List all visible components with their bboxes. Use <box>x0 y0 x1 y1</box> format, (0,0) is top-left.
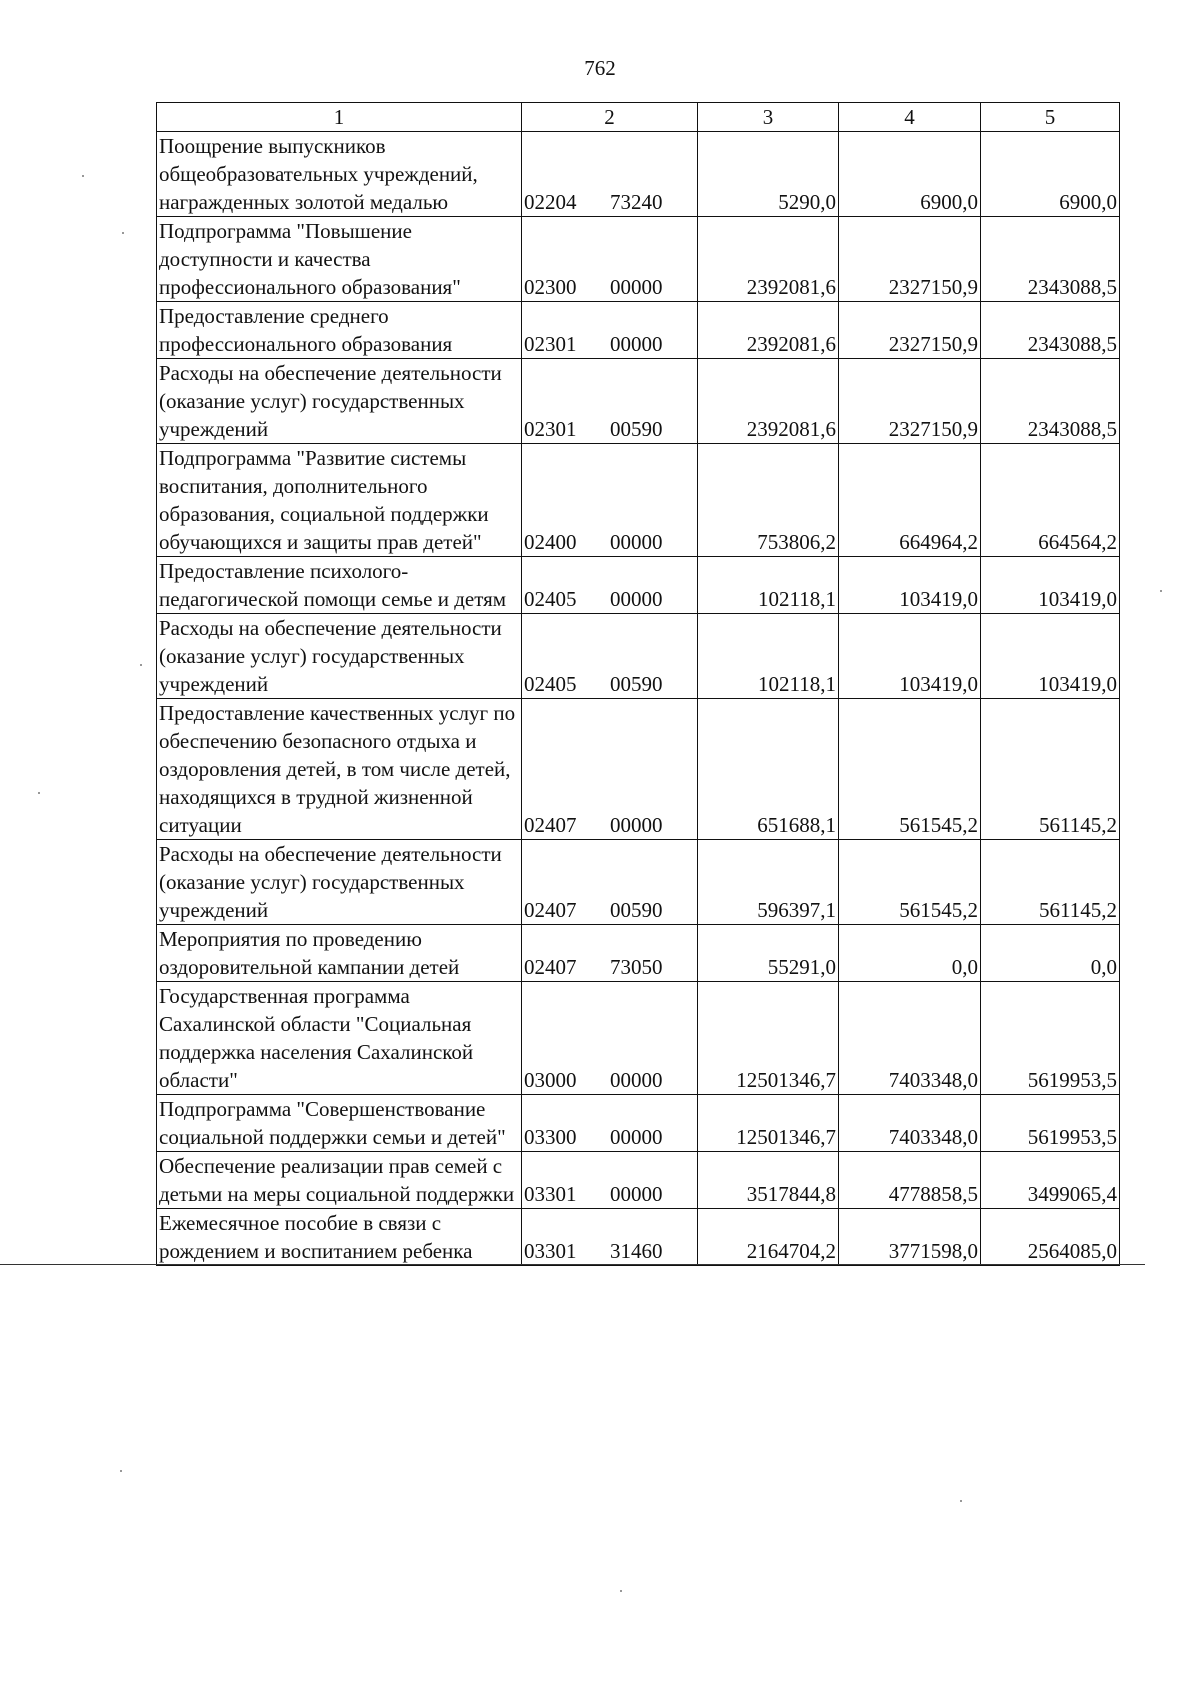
amount-col-3: 12501346,7 <box>698 982 839 1095</box>
amount-col-5: 5619953,5 <box>981 1095 1120 1152</box>
table-row <box>157 1095 1120 1152</box>
direction-code: 00000 <box>610 530 663 554</box>
direction-code: 00590 <box>610 417 663 441</box>
amount-col-3: 55291,0 <box>698 925 839 982</box>
row-name: Предоставление качественных услуг по обеспечению безопасного отдыха и оздоровления детей, в том числе детей, находящихся в трудной жизненной ситуации <box>157 699 522 840</box>
amount-col-5: 2343088,5 <box>981 302 1120 359</box>
amount-col-4: 103419,0 <box>839 614 981 699</box>
page-number: 762 <box>584 56 616 80</box>
row-codes <box>522 132 698 217</box>
amount-col-5: 2343088,5 <box>981 217 1120 302</box>
direction-code: 00000 <box>610 1182 663 1206</box>
amount-col-5: 6900,0 <box>981 132 1120 217</box>
header-row <box>157 103 1120 132</box>
row-codes <box>522 982 698 1095</box>
amount-col-3: 753806,2 <box>698 444 839 557</box>
program-code: 03301 <box>524 1239 577 1263</box>
direction-code: 00590 <box>610 672 663 696</box>
scan-speck <box>620 1590 622 1592</box>
scan-speck <box>122 232 124 234</box>
program-code: 02407 <box>524 898 577 922</box>
program-code: 02301 <box>524 417 577 441</box>
amount-col-3: 3517844,8 <box>698 1152 839 1209</box>
amount-col-3: 596397,1 <box>698 840 839 925</box>
column-header-3: 3 <box>698 103 839 132</box>
scan-speck <box>960 1500 962 1502</box>
amount-col-3: 2392081,6 <box>698 359 839 444</box>
row-name: Расходы на обеспечение деятельности (оказание услуг) государственных учреждений <box>157 359 522 444</box>
amount-col-3: 651688,1 <box>698 699 839 840</box>
amount-col-5: 2564085,0 <box>981 1209 1120 1266</box>
amount-col-4: 103419,0 <box>839 557 981 614</box>
row-name: Обеспечение реализации прав семей с детьми на меры социальной поддержки <box>157 1152 522 1209</box>
column-header-4: 4 <box>839 103 981 132</box>
row-name: Предоставление среднего профессионального образования <box>157 302 522 359</box>
program-code: 02407 <box>524 955 577 979</box>
amount-col-5: 561145,2 <box>981 840 1120 925</box>
row-name: Предоставление психолого-педагогической помощи семье и детям <box>157 557 522 614</box>
row-codes <box>522 614 698 699</box>
amount-col-3: 5290,0 <box>698 132 839 217</box>
amount-col-3: 102118,1 <box>698 614 839 699</box>
direction-code: 00000 <box>610 275 663 299</box>
amount-col-5: 103419,0 <box>981 614 1120 699</box>
row-name: Подпрограмма "Совершенствование социальной поддержки семьи и детей" <box>157 1095 522 1152</box>
table-row <box>157 1152 1120 1209</box>
amount-col-3: 2392081,6 <box>698 302 839 359</box>
direction-code: 31460 <box>610 1239 663 1263</box>
amount-col-3: 12501346,7 <box>698 1095 839 1152</box>
amount-col-4: 7403348,0 <box>839 982 981 1095</box>
row-name: Ежемесячное пособие в связи с рождением и воспитанием ребенка <box>157 1209 522 1266</box>
amount-col-4: 6900,0 <box>839 132 981 217</box>
column-header-5: 5 <box>981 103 1120 132</box>
scan-speck <box>82 175 84 177</box>
program-code: 02300 <box>524 275 577 299</box>
row-name: Подпрограмма "Повышение доступности и качества профессионального образования" <box>157 217 522 302</box>
amount-col-5: 664564,2 <box>981 444 1120 557</box>
row-codes <box>522 557 698 614</box>
row-codes <box>522 1209 698 1266</box>
program-code: 02204 <box>524 190 577 214</box>
direction-code: 00590 <box>610 898 663 922</box>
table-row <box>157 840 1120 925</box>
table-row <box>157 699 1120 840</box>
row-name: Расходы на обеспечение деятельности (оказание услуг) государственных учреждений <box>157 614 522 699</box>
amount-col-4: 3771598,0 <box>839 1209 981 1266</box>
scan-strike-line <box>0 1264 1145 1265</box>
row-name: Поощрение выпускников общеобразовательных учреждений, награжденных золотой медалью <box>157 132 522 217</box>
budget-table <box>156 102 1120 1266</box>
table-row <box>157 359 1120 444</box>
row-name: Расходы на обеспечение деятельности (оказание услуг) государственных учреждений <box>157 840 522 925</box>
amount-col-3: 102118,1 <box>698 557 839 614</box>
amount-col-3: 2392081,6 <box>698 217 839 302</box>
row-name: Мероприятия по проведению оздоровительной кампании детей <box>157 925 522 982</box>
amount-col-4: 561545,2 <box>839 699 981 840</box>
table-row <box>157 614 1120 699</box>
row-codes <box>522 1095 698 1152</box>
row-codes <box>522 217 698 302</box>
table-row <box>157 982 1120 1095</box>
table-row <box>157 444 1120 557</box>
amount-col-5: 2343088,5 <box>981 359 1120 444</box>
direction-code: 00000 <box>610 587 663 611</box>
row-codes <box>522 359 698 444</box>
scan-speck <box>1160 590 1162 592</box>
amount-col-4: 2327150,9 <box>839 359 981 444</box>
amount-col-5: 5619953,5 <box>981 982 1120 1095</box>
table-row <box>157 132 1120 217</box>
row-codes <box>522 1152 698 1209</box>
direction-code: 73240 <box>610 190 663 214</box>
amount-col-4: 2327150,9 <box>839 302 981 359</box>
amount-col-5: 103419,0 <box>981 557 1120 614</box>
amount-col-4: 664964,2 <box>839 444 981 557</box>
scan-speck <box>120 1470 122 1472</box>
direction-code: 00000 <box>610 1125 663 1149</box>
program-code: 03301 <box>524 1182 577 1206</box>
direction-code: 00000 <box>610 1068 663 1092</box>
table-row <box>157 925 1120 982</box>
table-body <box>157 132 1120 1266</box>
program-code: 02405 <box>524 672 577 696</box>
table-row <box>157 557 1120 614</box>
direction-code: 00000 <box>610 332 663 356</box>
direction-code: 73050 <box>610 955 663 979</box>
table-row <box>157 217 1120 302</box>
amount-col-5: 3499065,4 <box>981 1152 1120 1209</box>
row-name: Подпрограмма "Развитие системы воспитания, дополнительного образования, социальной поддержки обучающихся и защиты прав детей" <box>157 444 522 557</box>
program-code: 02407 <box>524 813 577 837</box>
scan-speck <box>38 792 40 794</box>
amount-col-4: 561545,2 <box>839 840 981 925</box>
table-row <box>157 302 1120 359</box>
program-code: 03000 <box>524 1068 577 1092</box>
row-name: Государственная программа Сахалинской области "Социальная поддержка населения Сахалинской области" <box>157 982 522 1095</box>
column-header-2: 2 <box>522 103 698 132</box>
amount-col-4: 2327150,9 <box>839 217 981 302</box>
program-code: 02400 <box>524 530 577 554</box>
program-code: 02405 <box>524 587 577 611</box>
row-codes <box>522 840 698 925</box>
amount-col-4: 0,0 <box>839 925 981 982</box>
amount-col-4: 7403348,0 <box>839 1095 981 1152</box>
amount-col-5: 0,0 <box>981 925 1120 982</box>
column-header-1: 1 <box>157 103 522 132</box>
row-codes <box>522 699 698 840</box>
scan-speck <box>140 664 142 666</box>
table-row <box>157 1209 1120 1266</box>
amount-col-5: 561145,2 <box>981 699 1120 840</box>
program-code: 02301 <box>524 332 577 356</box>
amount-col-3: 2164704,2 <box>698 1209 839 1266</box>
row-codes <box>522 925 698 982</box>
program-code: 03300 <box>524 1125 577 1149</box>
row-codes <box>522 444 698 557</box>
amount-col-4: 4778858,5 <box>839 1152 981 1209</box>
row-codes <box>522 302 698 359</box>
direction-code: 00000 <box>610 813 663 837</box>
